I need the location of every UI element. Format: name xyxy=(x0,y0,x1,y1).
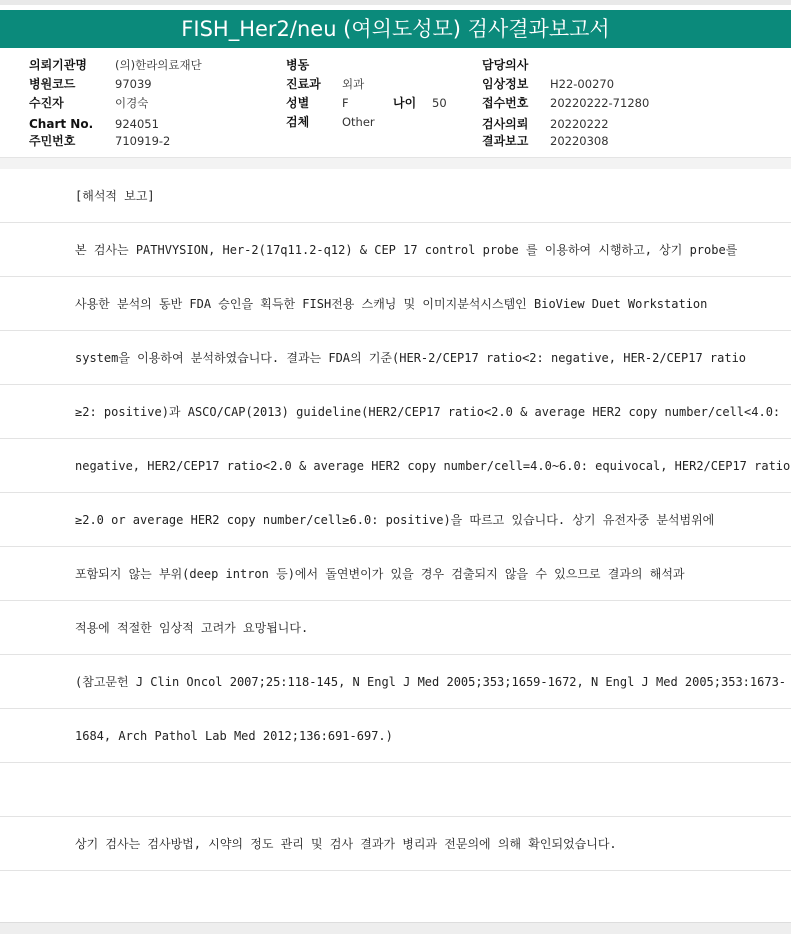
report-line: (참고문헌 J Clin Oncol 2007;25:118-145, N Engl J Med 2005;353;1659-1672, N Engl J Med 2005;353:1673- xyxy=(0,655,791,709)
interpretive-report xyxy=(0,169,791,925)
report-line xyxy=(0,763,791,817)
report-line: 포함되지 않는 부위(deep intron 등)에서 돌연변이가 있을 경우 검출되지 않을 수 있으므로 결과의 해석과 xyxy=(0,547,791,601)
value-patient: 이경숙 xyxy=(115,96,149,110)
value-hospital-code: 97039 xyxy=(115,77,152,91)
value-resident-number: 710919-2 xyxy=(115,134,171,148)
value-requesting-institution: (의)한라의료재단 xyxy=(115,58,202,72)
report-line: 상기 검사는 검사방법, 시약의 정도 관리 및 검사 결과가 병리과 전문의에 의해 확인되었습니다. xyxy=(0,817,791,871)
report-line: 사용한 분석의 동반 FDA 승인을 획득한 FISH전용 스캐닝 및 이미지분석시스템인 BioView Duet Workstation xyxy=(0,277,791,331)
label-clinical-info: 임상정보 xyxy=(482,77,529,91)
report-title: FISH_Her2/neu (여의도성모) 검사결과보고서 xyxy=(0,10,791,48)
value-accession-number: 20220222-71280 xyxy=(550,96,650,110)
label-request-date: 검사의뢰 xyxy=(482,117,529,131)
value-specimen: Other xyxy=(342,115,375,129)
page-bottom-bar xyxy=(0,922,791,934)
label-report-date: 결과보고 xyxy=(482,134,529,148)
label-ward: 병동 xyxy=(286,58,310,72)
patient-info-panel xyxy=(0,52,791,157)
label-resident-number: 주민번호 xyxy=(29,134,76,148)
label-requesting-institution: 의뢰기관명 xyxy=(29,58,87,72)
label-chart-no: Chart No. xyxy=(29,117,94,131)
top-rule xyxy=(0,0,791,5)
report-line: [해석적 보고] xyxy=(0,169,791,223)
report-line: system을 이용하여 분석하였습니다. 결과는 FDA의 기준(HER-2/CEP17 ratio<2: negative, HER-2/CEP17 ratio xyxy=(0,331,791,385)
value-report-date: 20220308 xyxy=(550,134,609,148)
value-age: 50 xyxy=(432,96,447,110)
label-accession-number: 접수번호 xyxy=(482,96,529,110)
value-department: 외과 xyxy=(342,77,365,91)
report-line: 적용에 적절한 임상적 고려가 요망됩니다. xyxy=(0,601,791,655)
value-chart-no: 924051 xyxy=(115,117,159,131)
label-hospital-code: 병원코드 xyxy=(29,77,76,91)
report-line xyxy=(0,871,791,925)
report-line: negative, HER2/CEP17 ratio<2.0 & average HER2 copy number/cell=4.0~6.0: equivocal, HER2/CEP17 ratio xyxy=(0,439,791,493)
label-patient: 수진자 xyxy=(29,96,64,110)
value-sex: F xyxy=(342,96,349,110)
report-line: ≥2.0 or average HER2 copy number/cell≥6.0: positive)을 따르고 있습니다. 상기 유전자중 분석범위에 xyxy=(0,493,791,547)
info-divider xyxy=(0,157,791,169)
label-department: 진료과 xyxy=(286,77,321,91)
value-clinical-info: H22-00270 xyxy=(550,77,615,91)
value-request-date: 20220222 xyxy=(550,117,609,131)
label-specimen: 검체 xyxy=(286,115,310,129)
report-line: ≥2: positive)과 ASCO/CAP(2013) guideline(HER2/CEP17 ratio<2.0 & average HER2 copy number/cell<4.0: xyxy=(0,385,791,439)
report-line: 본 검사는 PATHVYSION, Her-2(17q11.2-q12) & CEP 17 control probe 를 이용하여 시행하고, 상기 probe를 xyxy=(0,223,791,277)
label-age: 나이 xyxy=(393,96,417,110)
label-sex: 성별 xyxy=(286,96,310,110)
report-line: 1684, Arch Pathol Lab Med 2012;136:691-697.) xyxy=(0,709,791,763)
label-attending-physician: 담당의사 xyxy=(482,58,529,72)
